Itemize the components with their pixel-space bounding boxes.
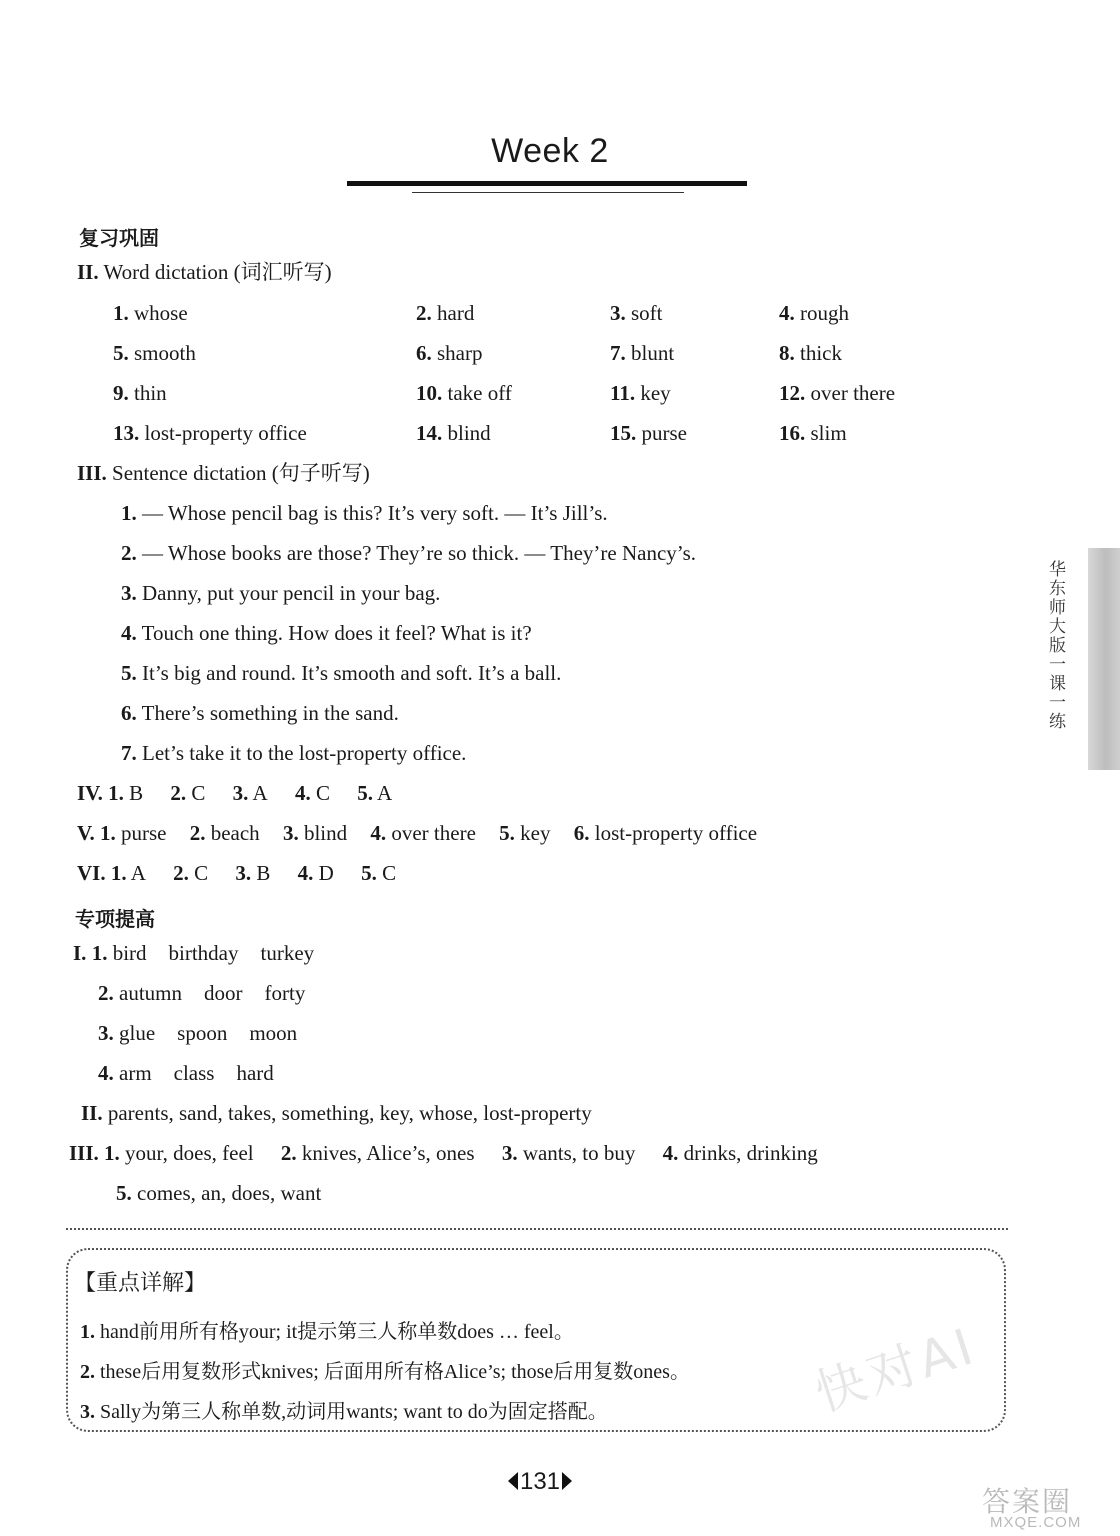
word-item: 11. key	[610, 381, 671, 405]
part-iii-improve-cont: 5. comes, an, does, want	[116, 1181, 322, 1205]
key-point-line: 1. hand前用所有格your; it提示第三人称单数does … feel。	[80, 1321, 574, 1343]
phonics-row: 2. autumn door forty	[98, 981, 306, 1005]
side-tab-label: 华东师大版一课一练	[1045, 560, 1065, 731]
sentence-item: 4. Touch one thing. How does it feel? What is it?	[121, 621, 532, 645]
section-heading-review: 复习巩固	[79, 226, 159, 250]
word-item: 5. smooth	[113, 341, 196, 365]
word-item: 10. take off	[416, 381, 512, 405]
part-label: Sentence dictation (句子听写)	[112, 461, 370, 485]
side-tab	[1088, 548, 1120, 770]
sentence-item: 3. Danny, put your pencil in your bag.	[121, 581, 441, 605]
word-item: 6. sharp	[416, 341, 483, 365]
title-rule-thick	[347, 181, 747, 186]
word-item: 12. over there	[779, 381, 896, 405]
part-ii-improve: II. parents, sand, takes, something, key, whose, lost-property	[81, 1101, 592, 1125]
word-item: 3. soft	[610, 301, 663, 325]
phonics-row: 3. glue spoon moon	[98, 1021, 298, 1045]
part-iii-improve: III. 1. your, does, feel 2. knives, Alice’s, ones 3. wants, to buy 4. drinks, drinking	[69, 1141, 818, 1165]
title-rule-thin	[412, 192, 684, 193]
phonics-row: 4. arm class hard	[98, 1061, 274, 1085]
site-logo: 答案圈	[982, 1485, 1073, 1518]
key-points-title: 【重点详解】	[74, 1271, 207, 1296]
part-iv-answers: IV. 1. B 2. C 3. A 4. C 5. A	[77, 781, 393, 805]
word-item: 7. blunt	[610, 341, 675, 365]
triangle-left-icon	[508, 1472, 518, 1490]
page-title: Week 2	[491, 132, 609, 170]
triangle-right-icon	[562, 1472, 572, 1490]
numeral: II.	[77, 260, 99, 284]
word-item: 1. whose	[113, 301, 188, 325]
site-logo-url: MXQE.COM	[990, 1514, 1082, 1531]
word-item: 13. lost-property office	[113, 421, 307, 445]
page-number: 131	[0, 1468, 1080, 1496]
word-item: 8. thick	[779, 341, 842, 365]
phonics-row: I. 1. bird birthday turkey	[73, 941, 315, 965]
part-v-answers: V. 1. purse 2. beach 3. blind 4. over there 5. key 6. lost-property office	[77, 821, 758, 845]
part-label: Word dictation (词汇听写)	[103, 260, 332, 284]
word-item: 2. hard	[416, 301, 475, 325]
sentence-item: 2. — Whose books are those? They’re so thick. — They’re Nancy’s.	[121, 541, 697, 565]
word-item: 14. blind	[416, 421, 491, 445]
part-ii-header	[77, 262, 332, 283]
word-item: 4. rough	[779, 301, 849, 325]
key-point-line: 3. Sally为第三人称单数,动词用wants; want to do为固定搭配。	[80, 1401, 608, 1423]
word-item: 16. slim	[779, 421, 847, 445]
sentence-item: 6. There’s something in the sand.	[121, 701, 399, 725]
sentence-item: 5. It’s big and round. It’s smooth and soft. It’s a ball.	[121, 661, 562, 685]
section-heading-improve: 专项提高	[75, 907, 155, 931]
word-item: 15. purse	[610, 421, 687, 445]
sentence-item: 7. Let’s take it to the lost-property office.	[121, 741, 467, 765]
word-item: 9. thin	[113, 381, 167, 405]
dotted-divider	[66, 1228, 1008, 1230]
watermark: 快对AI	[808, 1316, 984, 1423]
key-point-line: 2. these后用复数形式knives; 后面用所有格Alice’s; those后用复数ones。	[80, 1361, 690, 1383]
part-iii-header	[77, 463, 370, 484]
part-vi-answers: VI. 1. A 2. C 3. B 4. D 5. C	[77, 861, 397, 885]
sentence-item: 1. — Whose pencil bag is this? It’s very soft. — It’s Jill’s.	[121, 501, 608, 525]
numeral: III.	[77, 461, 107, 485]
